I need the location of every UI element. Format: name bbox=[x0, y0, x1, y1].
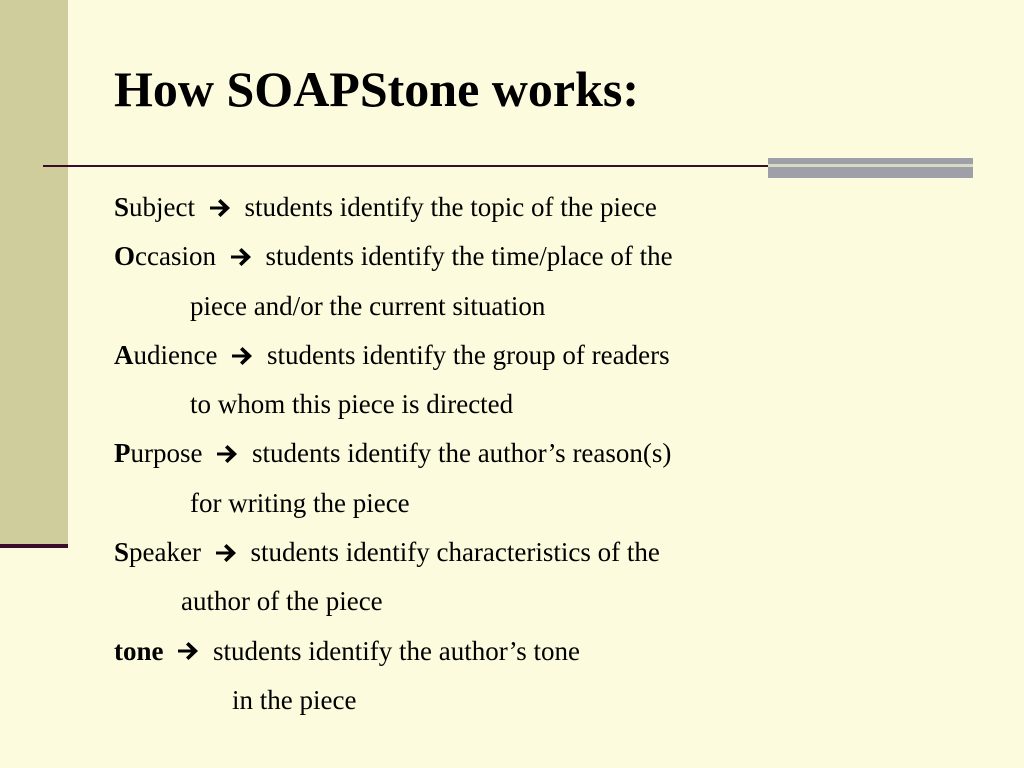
term-rest: urpose bbox=[130, 438, 203, 469]
decorative-gray-bar bbox=[768, 158, 973, 178]
decorative-gray-bar-stripe bbox=[768, 164, 973, 167]
item-description: students identify characteristics of the bbox=[250, 537, 660, 568]
term-initial: S bbox=[114, 192, 130, 222]
term-rest: peaker bbox=[129, 537, 201, 568]
term-initial: S bbox=[114, 537, 130, 568]
left-bar-divider bbox=[0, 544, 68, 548]
list-item-continuation: in the piece bbox=[232, 684, 357, 715]
term-rest: ccasion bbox=[135, 241, 216, 272]
right-arrow-icon bbox=[208, 198, 232, 218]
right-arrow-icon bbox=[214, 543, 238, 563]
term-initial: A bbox=[114, 339, 134, 370]
right-arrow-icon bbox=[215, 444, 239, 464]
list-item-continuation: to whom this piece is directed bbox=[190, 389, 514, 420]
left-decorative-bar bbox=[0, 0, 68, 545]
item-description: students identify the topic of the piece bbox=[244, 192, 657, 222]
list-item-continuation: piece and/or the current situation bbox=[190, 290, 546, 321]
term-initial: O bbox=[114, 241, 136, 272]
item-description: students identify the time/place of the bbox=[265, 241, 673, 272]
item-description: students identify the author’s reason(s) bbox=[251, 438, 672, 469]
term-rest: udience bbox=[133, 339, 218, 370]
term-initial: P bbox=[114, 438, 131, 469]
list-item-continuation: author of the piece bbox=[181, 586, 383, 617]
right-arrow-icon bbox=[230, 346, 254, 366]
item-description: students identify the author’s tone bbox=[213, 635, 580, 666]
item-description: students identify the group of readers bbox=[266, 339, 670, 370]
list-item-audience bbox=[114, 331, 994, 380]
list-item-speaker bbox=[114, 528, 994, 577]
soapstone-list bbox=[114, 183, 994, 725]
right-arrow-icon bbox=[176, 641, 200, 661]
list-item-tone bbox=[114, 627, 994, 676]
term-initial: tone bbox=[114, 635, 164, 666]
right-arrow-icon bbox=[229, 247, 253, 267]
slide-title: How SOAPStone works: bbox=[114, 61, 640, 117]
list-item-subject bbox=[114, 183, 994, 232]
term-rest: ubject bbox=[129, 192, 196, 222]
list-item-occasion bbox=[114, 232, 994, 281]
list-item-continuation: for writing the piece bbox=[190, 487, 410, 518]
list-item-purpose bbox=[114, 429, 994, 478]
